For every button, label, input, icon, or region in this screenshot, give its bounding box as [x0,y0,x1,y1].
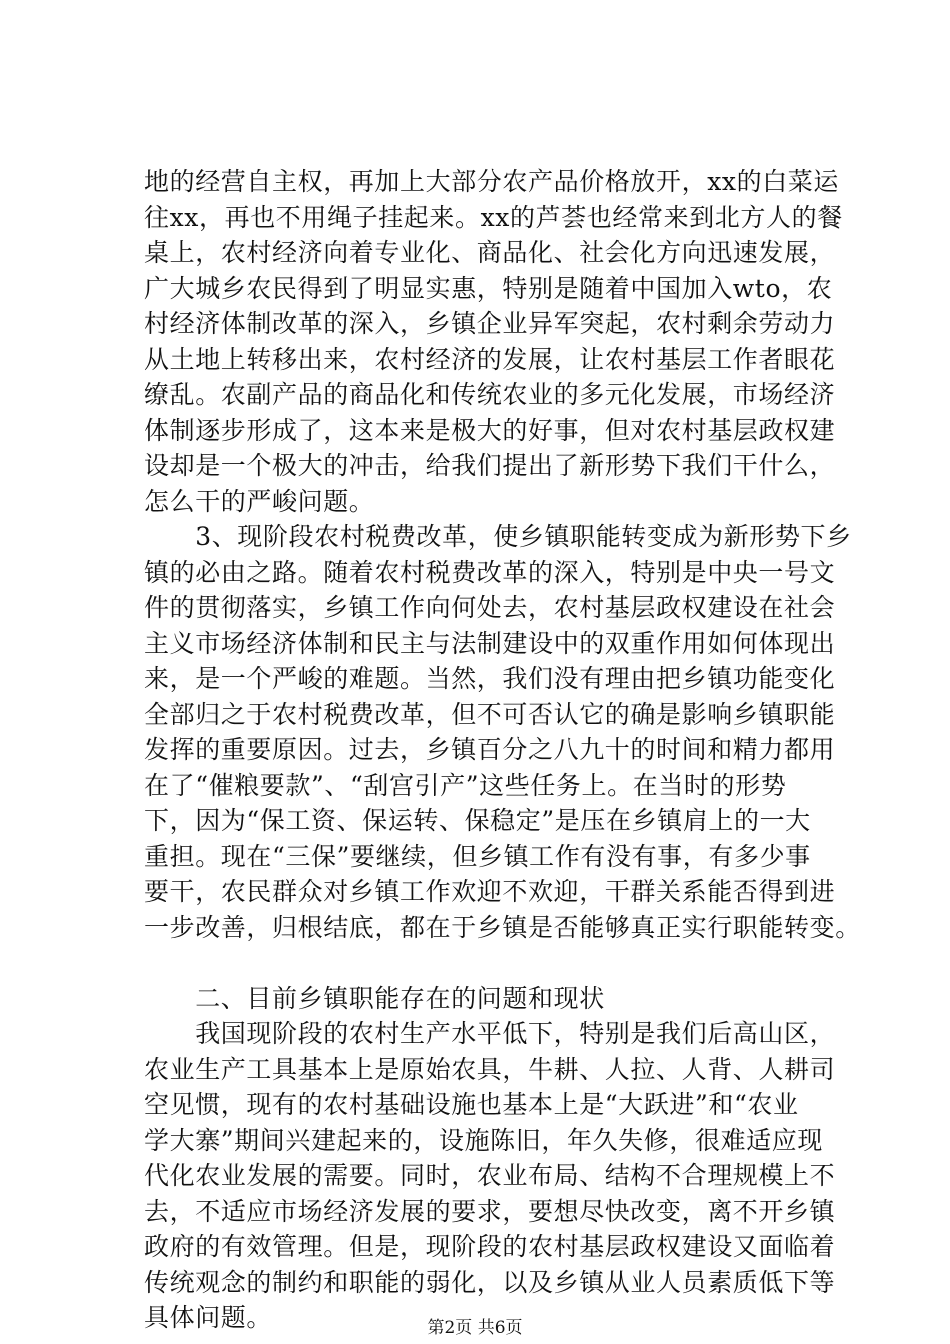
body-text-line: 传统观念的制约和职能的弱化，以及乡镇从业人员素质低下等 [144,1267,836,1297]
body-text-line: 来，是一个严峻的难题。当然，我们没有理由把乡镇功能变化 [144,664,836,693]
body-text-line: 3、现阶段农村税费改革，使乡镇职能转变成为新形势下乡 [144,522,852,551]
body-text-line: 缭乱。农副产品的商品化和传统农业的多元化发展，市场经济 [144,380,836,409]
page-number-footer: 第2页 共6页 [427,1318,523,1338]
body-text-line: 去，不适应市场经济发展的要求，要想尽快改变，离不开乡镇 [144,1196,836,1226]
body-text-line: 广大城乡农民得到了明显实惠，特别是随着中国加入wto，农 [144,273,833,303]
body-text-line: 在了“催粮要款”、“刮宫引产”这些任务上。在当时的形势 [144,770,787,800]
body-text-line: 学大寨”期间兴建起来的，设施陈旧，年久失修，很难适应现 [144,1125,823,1155]
body-text-line: 发挥的重要原因。过去，乡镇百分之八九十的时间和精力都用 [144,735,836,764]
body-text-line: 怎么干的严峻问题。 [144,486,375,516]
body-text-line: 下，因为“保工资、保运转、保稳定”是压在乡镇肩上的一大 [144,806,811,835]
body-text-line: 一步改善，归根结底，都在于乡镇是否能够真正实行职能转变。 [144,912,861,942]
body-text-line: 农业生产工具基本上是原始农具，牛耕、人拉、人背、人耕司 [144,1054,836,1084]
body-text-line: 从土地上转移出来，农村经济的发展，让农村基层工作者眼花 [144,344,836,374]
body-text-line: 政府的有效管理。但是，现阶段的农村基层政权建设又面临着 [144,1232,836,1261]
body-text-line: 往xx，再也不用绳子挂起来。xx的芦荟也经常来到北方人的餐 [144,202,843,232]
body-text-line: 我国现阶段的农村生产水平低下，特别是我们后高山区， [144,1019,836,1048]
body-text-line: 设却是一个极大的冲击，给我们提出了新形势下我们干什么， [144,451,836,480]
body-text-line: 地的经营自主权，再加上大部分农产品价格放开，xx的白菜运 [144,167,840,196]
section-heading: 二、目前乡镇职能存在的问题和现状 [144,983,605,1013]
body-text-line: 主义市场经济体制和民主与法制建设中的双重作用如何体现出 [144,628,836,658]
body-text-line: 全部归之于农村税费改革，但不可否认它的确是影响乡镇职能 [144,699,836,729]
body-text-line: 代化农业发展的需要。同时，农业布局、结构不合理规模上不 [144,1161,836,1190]
body-text-line: 镇的必由之路。随着农村税费改革的深入，特别是中央一号文 [144,557,836,587]
body-text-line: 空见惯，现有的农村基础设施也基本上是“大跃进”和“农业 [144,1090,799,1119]
body-text-line: 件的贯彻落实，乡镇工作向何处去，农村基层政权建设在社会 [144,593,836,622]
body-text-line: 重担。现在“三保”要继续，但乡镇工作有没有事，有多少事 [144,841,811,871]
body-text-line: 要干，农民群众对乡镇工作欢迎不欢迎，干群关系能否得到进 [144,877,836,906]
body-text-line: 桌上，农村经济向着专业化、商品化、社会化方向迅速发展， [144,238,836,267]
body-text-line: 体制逐步形成了，这本来是极大的好事，但对农村基层政权建 [144,415,836,445]
body-text-line: 具体问题。 [144,1303,273,1332]
body-text-line: 村经济体制改革的深入，乡镇企业异军突起，农村剩余劳动力 [144,309,836,338]
